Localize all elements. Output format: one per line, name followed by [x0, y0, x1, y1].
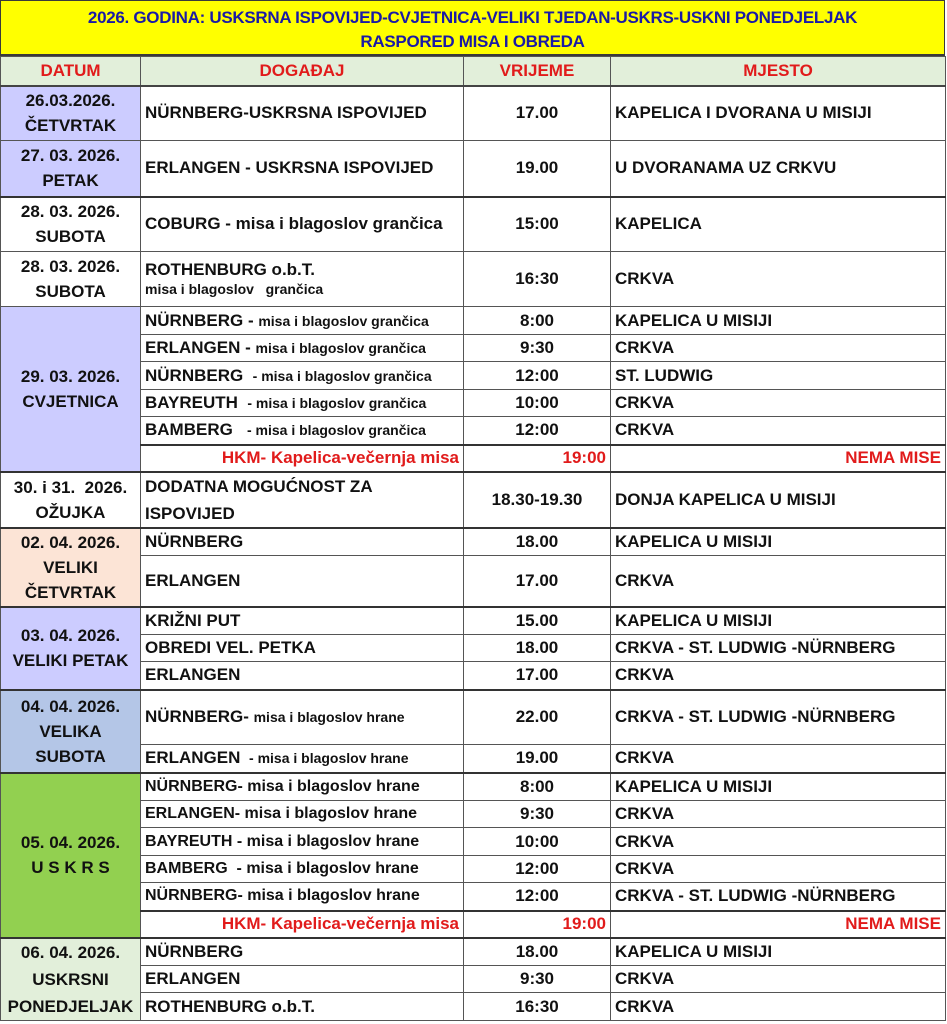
- table-row: [1, 252, 946, 307]
- place-cell: CRKVA: [611, 856, 946, 883]
- event-cell: [141, 362, 464, 390]
- event-cell: [141, 472, 464, 528]
- table-row: [1, 556, 946, 607]
- event-cell: [141, 252, 464, 307]
- table-row: [1, 86, 946, 141]
- time-cell: 16:30: [464, 252, 611, 307]
- time-cell: 15:00: [464, 197, 611, 252]
- event-cell: BAYREUTH - misa i blagoslov hrane: [141, 828, 464, 856]
- time-cell: 17.00: [464, 556, 611, 607]
- day: VELIKA: [39, 721, 102, 741]
- day: VELIKI PETAK: [12, 651, 129, 670]
- event-cell: NÜRNBERG: [141, 528, 464, 556]
- event-city: NÜRNBERG -: [145, 310, 259, 330]
- schedule-table: [0, 56, 946, 1021]
- event-city: ERLANGEN -: [145, 338, 256, 357]
- table-header-row: [1, 57, 946, 86]
- date-cell: [1, 528, 141, 607]
- place-cell: CRKVA: [611, 662, 946, 690]
- time-cell: 19.00: [464, 745, 611, 773]
- event-cell: ERLANGEN: [141, 662, 464, 690]
- table-row: [1, 993, 946, 1021]
- header-datum: DATUM: [1, 57, 141, 86]
- place-cell: KAPELICA U MISIJI: [611, 307, 946, 335]
- date: 29. 03. 2026.: [20, 366, 121, 386]
- date: 03. 04. 2026.: [20, 626, 121, 645]
- date-cell: [1, 252, 141, 307]
- place-cell: KAPELICA U MISIJI: [611, 528, 946, 556]
- table-row: [1, 938, 946, 966]
- day: SUBOTA: [35, 227, 106, 247]
- event-city: NÜRNBERG: [145, 365, 253, 385]
- table-row: [1, 883, 946, 911]
- event-city: DODATNA MOGUĆNOST ZA: [145, 476, 373, 496]
- event-cell: [141, 390, 464, 417]
- day: U S K R S: [31, 858, 110, 877]
- table-row: [1, 801, 946, 828]
- time-cell: 12:00: [464, 856, 611, 883]
- schedule-title: [0, 0, 945, 56]
- date: 28. 03. 2026.: [20, 202, 121, 222]
- table-row: [1, 362, 946, 390]
- note-time: 19:00: [464, 445, 611, 472]
- place-cell: ST. LUDWIG: [611, 362, 946, 390]
- table-row: [1, 307, 946, 335]
- place-cell: CRKVA: [611, 993, 946, 1021]
- time-cell: 9:30: [464, 335, 611, 362]
- place-cell: CRKVA: [611, 390, 946, 417]
- event-detail: misa i blagoslov grančica: [258, 312, 429, 329]
- event-detail: - misa i blagoslov grančica: [247, 395, 427, 411]
- date: 02. 04. 2026.: [20, 532, 121, 552]
- date-cell: [1, 307, 141, 472]
- table-row: [1, 197, 946, 252]
- table-row: [1, 856, 946, 883]
- table-row: [1, 335, 946, 362]
- date: 06. 04. 2026.: [20, 942, 121, 962]
- place-cell: CRKVA: [611, 335, 946, 362]
- place-cell: CRKVA: [611, 417, 946, 445]
- title-line-1: 2026. GODINA: USKSRNA ISPOVIJED-CVJETNICA-VELIKI TJEDAN-USKRS-USKNI PONEDJELJAK: [87, 8, 858, 27]
- event-cell: [141, 690, 464, 745]
- table-row: [1, 828, 946, 856]
- date: 04. 04. 2026.: [20, 696, 121, 716]
- event-detail: misa i blagoslov hrane: [253, 709, 405, 726]
- place-cell: KAPELICA U MISIJI: [611, 773, 946, 801]
- event-cell: ERLANGEN: [141, 556, 464, 607]
- table-row: [1, 141, 946, 197]
- table-row: [1, 607, 946, 635]
- event-cell: KRIŽNI PUT: [141, 607, 464, 635]
- event-cell: NÜRNBERG: [141, 938, 464, 966]
- event-cell: [141, 745, 464, 773]
- place-cell: KAPELICA I DVORANA U MISIJI: [611, 86, 946, 141]
- event-cell: NÜRNBERG- misa i blagoslov hrane: [141, 773, 464, 801]
- event-detail: misa i blagoslov grančica: [145, 281, 324, 297]
- event-cell: [141, 335, 464, 362]
- day: SUBOTA: [35, 282, 106, 301]
- time-cell: 18.00: [464, 635, 611, 662]
- note-time: 19:00: [464, 911, 611, 938]
- day-2: SUBOTA: [35, 746, 106, 766]
- day: ČETVRTAK: [24, 116, 117, 136]
- date: 30. i 31. 2026.: [13, 477, 128, 497]
- time-cell: 19.00: [464, 141, 611, 197]
- event-city: NÜRNBERG-: [145, 707, 254, 727]
- place-cell: DONJA KAPELICA U MISIJI: [611, 472, 946, 528]
- note-event: HKM- Kapelica-večernja misa: [141, 911, 464, 938]
- table-row: [1, 773, 946, 801]
- place-cell: CRKVA - ST. LUDWIG -NÜRNBERG: [611, 690, 946, 745]
- place-cell: CRKVA: [611, 745, 946, 773]
- place-cell: KAPELICA: [611, 197, 946, 252]
- event-detail: ISPOVIJED: [145, 503, 235, 523]
- event-cell: NÜRNBERG- misa i blagoslov hrane: [141, 883, 464, 911]
- table-row: [1, 390, 946, 417]
- date-cell: [1, 197, 141, 252]
- place-cell: CRKVA - ST. LUDWIG -NÜRNBERG: [611, 883, 946, 911]
- place-cell: CRKVA: [611, 252, 946, 307]
- table-row: [1, 966, 946, 993]
- table-row: [1, 690, 946, 745]
- time-cell: 8:00: [464, 307, 611, 335]
- time-cell: 18.30-19.30: [464, 472, 611, 528]
- time-cell: 18.00: [464, 528, 611, 556]
- time-cell: 12:00: [464, 417, 611, 445]
- event-cell: NÜRNBERG-USKRSNA ISPOVIJED: [141, 86, 464, 141]
- event-city: ERLANGEN: [145, 748, 246, 768]
- event-cell: BAMBERG - misa i blagoslov hrane: [141, 856, 464, 883]
- note-place: NEMA MISE: [611, 911, 946, 938]
- place-cell: CRKVA: [611, 828, 946, 856]
- time-cell: 12:00: [464, 362, 611, 390]
- event-cell: ERLANGEN- misa i blagoslov hrane: [141, 801, 464, 828]
- time-cell: 16:30: [464, 993, 611, 1021]
- time-cell: 9:30: [464, 966, 611, 993]
- date-cell: [1, 141, 141, 197]
- header-mjesto: MJESTO: [611, 57, 946, 86]
- event-cell: ERLANGEN - USKRSNA ISPOVIJED: [141, 141, 464, 197]
- place-cell: CRKVA: [611, 556, 946, 607]
- time-cell: 10:00: [464, 828, 611, 856]
- date-cell: [1, 938, 141, 1021]
- title-line-2: RASPORED MISA I OBREDA: [360, 32, 585, 51]
- event-cell: COBURG - misa i blagoslov grančica: [141, 197, 464, 252]
- table-row: [1, 472, 946, 528]
- table-row: [1, 417, 946, 445]
- note-row: [1, 911, 946, 938]
- event-detail: misa i blagoslov grančica: [255, 340, 426, 356]
- date-cell: [1, 690, 141, 773]
- place-cell: U DVORANAMA UZ CRKVU: [611, 141, 946, 197]
- time-cell: 22.00: [464, 690, 611, 745]
- place-cell: CRKVA - ST. LUDWIG -NÜRNBERG: [611, 635, 946, 662]
- date: 26.03.2026.: [25, 91, 116, 111]
- event-cell: ROTHENBURG o.b.T.: [141, 993, 464, 1021]
- day: USKRSNI: [32, 969, 109, 989]
- time-cell: 17.00: [464, 86, 611, 141]
- day: PETAK: [42, 171, 99, 191]
- time-cell: 18.00: [464, 938, 611, 966]
- table-row: [1, 635, 946, 662]
- date: 28. 03. 2026.: [20, 257, 121, 276]
- table-row: [1, 528, 946, 556]
- place-cell: CRKVA: [611, 966, 946, 993]
- place-cell: CRKVA: [611, 801, 946, 828]
- date: 27. 03. 2026.: [20, 146, 121, 166]
- event-city: ROTHENBURG o.b.T.: [145, 260, 315, 279]
- event-cell: ERLANGEN: [141, 966, 464, 993]
- day-2: PONEDJELJAK: [7, 996, 134, 1016]
- event-cell: [141, 417, 464, 445]
- event-city: BAMBERG: [145, 420, 247, 440]
- event-cell: OBREDI VEL. PETKA: [141, 635, 464, 662]
- time-cell: 12:00: [464, 883, 611, 911]
- time-cell: 10:00: [464, 390, 611, 417]
- note-row: [1, 445, 946, 472]
- table-row: [1, 662, 946, 690]
- time-cell: 9:30: [464, 801, 611, 828]
- time-cell: 15.00: [464, 607, 611, 635]
- date: 05. 04. 2026.: [20, 833, 121, 852]
- place-cell: KAPELICA U MISIJI: [611, 607, 946, 635]
- time-cell: 8:00: [464, 773, 611, 801]
- day: CVJETNICA: [22, 391, 119, 411]
- note-event: HKM- Kapelica-večernja misa: [141, 445, 464, 472]
- day-2: ČETVRTAK: [24, 582, 117, 602]
- note-place: NEMA MISE: [611, 445, 946, 472]
- date-cell: [1, 472, 141, 528]
- header-dogadaj: DOGAĐAJ: [141, 57, 464, 86]
- date-cell: [1, 607, 141, 690]
- event-detail: - misa i blagoslov grančica: [252, 367, 432, 384]
- event-cell: [141, 307, 464, 335]
- event-detail: - misa i blagoslov hrane: [245, 750, 409, 767]
- time-cell: 17.00: [464, 662, 611, 690]
- table-row: [1, 745, 946, 773]
- header-vrijeme: VRIJEME: [464, 57, 611, 86]
- date-cell: [1, 86, 141, 141]
- event-city: BAYREUTH: [145, 393, 248, 412]
- date-cell: [1, 773, 141, 938]
- day: OŽUJKA: [35, 502, 106, 522]
- event-detail: - misa i blagoslov grančica: [247, 422, 426, 439]
- day: VELIKI: [43, 557, 98, 577]
- place-cell: KAPELICA U MISIJI: [611, 938, 946, 966]
